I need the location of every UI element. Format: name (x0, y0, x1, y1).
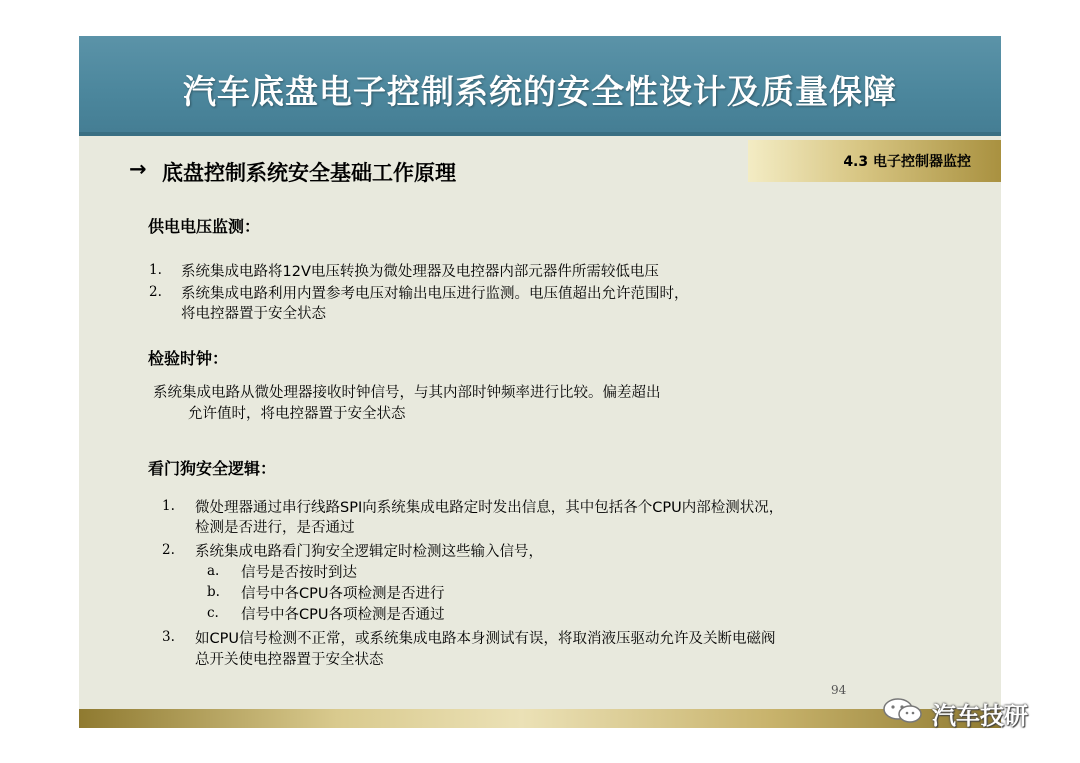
watchdog-subitem-c-letter: c. (207, 605, 219, 621)
footer-bar (79, 709, 1001, 728)
slide (79, 36, 1001, 728)
power-item-2-text-cont: 将电控器置于安全状态 (181, 306, 326, 322)
slide-header (79, 36, 1001, 136)
watchdog-item-3-text: 如CPU信号检测不正常，或系统集成电路本身测试有误，将取消液压驱动允许及关断电磁阀 (195, 631, 776, 647)
watchdog-subitem-a-letter: a. (207, 563, 220, 579)
watermark (882, 695, 1062, 730)
watchdog-subitem-c-text: 信号中各CPU各项检测是否通过 (241, 607, 445, 623)
slide-title: 汽车底盘电子控制系统的安全性设计及质量保障 (183, 72, 897, 111)
section-tag-label: 4.3 电子控制器监控 (843, 154, 971, 170)
power-item-1-text: 系统集成电路将12V电压转换为微处理器及电控器内部元器件所需较低电压 (181, 264, 659, 280)
watchdog-subitem-a-text: 信号是否按时到达 (241, 565, 357, 581)
power-item-1-number: 1. (149, 262, 162, 278)
watchdog-subitem-b-text: 信号中各CPU各项检测是否进行 (241, 586, 445, 602)
watchdog-item-1-text: 微处理器通过串行线路SPI向系统集成电路定时发出信息，其中包括各个CPU内部检测状况， (195, 500, 784, 516)
clock-text: 系统集成电路从微处理器接收时钟信号，与其内部时钟频率进行比较。偏差超出 (153, 385, 661, 401)
clock-heading: 检验时钟： (148, 349, 229, 368)
power-item-2-text: 系统集成电路利用内置参考电压对输出电压进行监测。电压值超出允许范围时， (181, 286, 689, 302)
power-heading: 供电电压监测： (148, 217, 261, 236)
clock-text-cont: 允许值时，将电控器置于安全状态 (188, 406, 406, 422)
section-heading: 底盘控制系统安全基础工作原理 (162, 161, 456, 185)
watermark-text: 汽车技研 (932, 702, 1028, 730)
watchdog-item-3-number: 3. (162, 629, 175, 645)
watchdog-item-2-text: 系统集成电路看门狗安全逻辑定时检测这些输入信号， (195, 544, 543, 560)
watchdog-heading: 看门狗安全逻辑： (148, 459, 277, 478)
arrow-icon: → (129, 157, 147, 181)
page-number: 94 (831, 683, 847, 697)
watchdog-item-1-text-cont: 检测是否进行，是否通过 (195, 520, 355, 536)
watchdog-subitem-b-letter: b. (207, 584, 220, 600)
section-tag (748, 140, 1001, 182)
wechat-icon (882, 697, 924, 725)
watchdog-item-2-number: 2. (162, 542, 175, 558)
power-item-2-number: 2. (149, 284, 162, 300)
watchdog-item-1-number: 1. (162, 498, 175, 514)
watchdog-item-3-text-cont: 总开关使电控器置于安全状态 (195, 652, 384, 668)
